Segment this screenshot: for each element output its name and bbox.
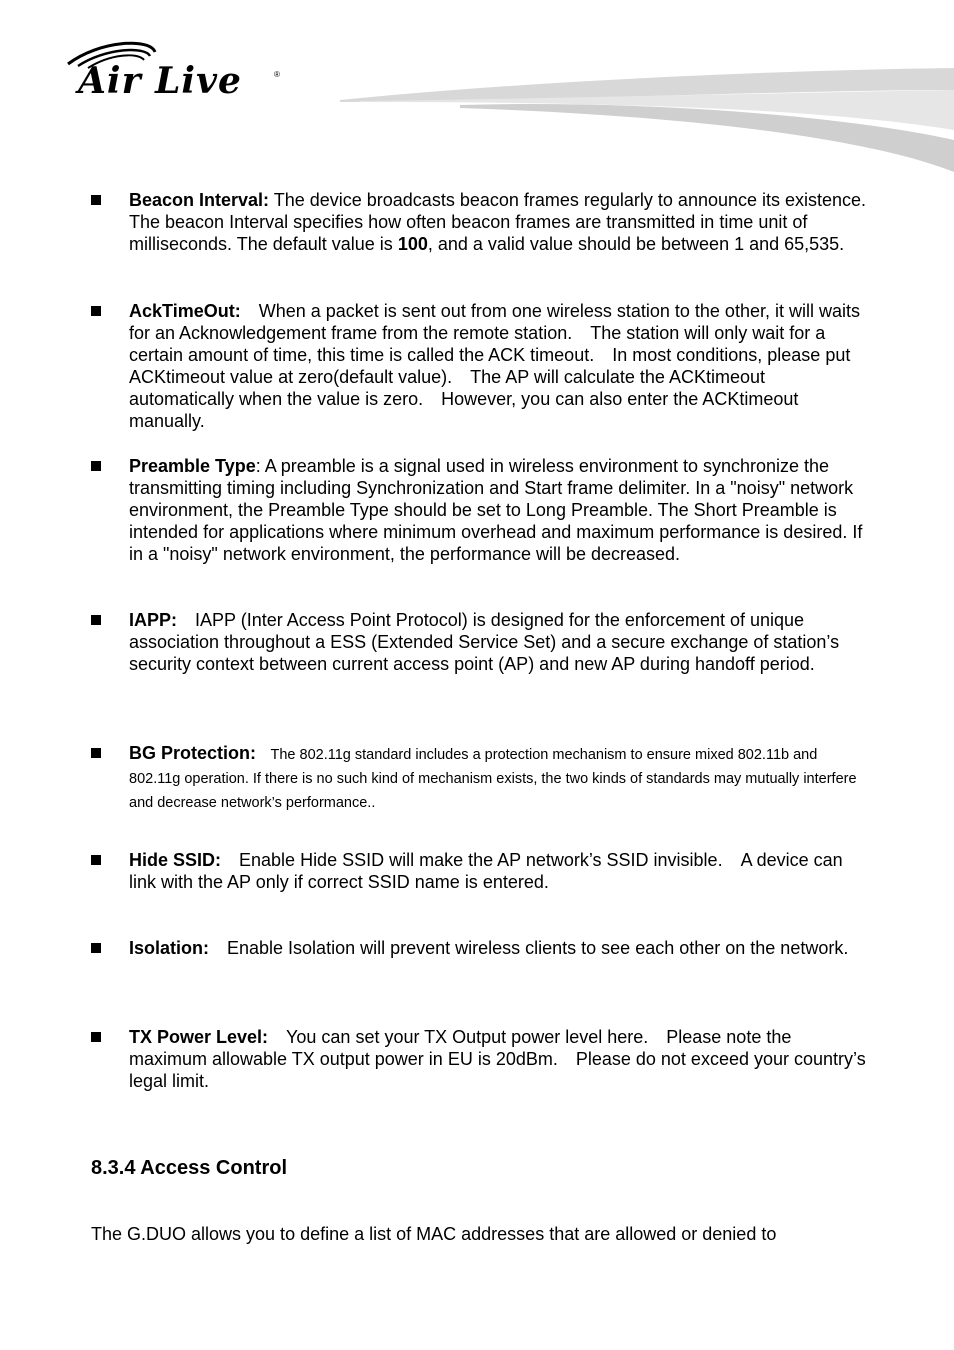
item-text: The 802.11g standard includes a protection mechanism to ensure mixed 802.11b and 802.11g operation. If there is no such kind of mechanism exists, the two kinds of standards may mutually interfere and decrease network’s performance.. (129, 747, 857, 811)
list-item-hide-ssid (91, 849, 871, 893)
header-swoosh (340, 60, 954, 180)
body-paragraph: The G.DUO allows you to define a list of MAC addresses that are allowed or denied to (91, 1224, 777, 1244)
bullet-square-icon (91, 855, 101, 865)
item-text: When a packet is sent out from one wireless station to the other, it will waits for an Acknowledgement frame from the remote station. The station will only wait for a certain amount of time, this time is called the ACK timeout. In most conditions, please put ACKtimeout value at zero(default value). The AP will calculate the ACKtimeout automatically when the value is zero. However, you can also enter the ACKtimeout manually. (129, 301, 860, 431)
bullet-square-icon (91, 615, 101, 625)
list-item-preamble-type (91, 455, 871, 565)
item-title: IAPP: (129, 610, 178, 630)
item-title: Isolation: (129, 938, 209, 958)
page-header (0, 0, 954, 180)
list-item-isolation (91, 937, 871, 959)
list-item-iapp (91, 609, 871, 675)
item-text: : A preamble is a signal used in wireless environment to synchronize the transmitting timing including Synchronization and Start frame delimiter. In a "noisy" network environment, the Preamble Type should be set to Long Preamble. The Short Preamble is intended for applications where minimum overhead and maximum performance is desired. If in a "noisy" network environment, the performance will be decreased. (129, 456, 863, 564)
bullet-square-icon (91, 943, 101, 953)
section-heading: 8.3.4 Access Control (91, 1157, 288, 1179)
item-text: Enable Isolation will prevent wireless clients to see each other on the network. (209, 938, 849, 958)
item-text: The device broadcasts beacon frames regularly to announce its existence. The beacon Interval specifies how often beacon frames are transmitted in time unit of milliseconds. The default value is (129, 190, 867, 254)
item-title: BG Protection: (129, 743, 257, 763)
item-text: Enable Hide SSID will make the AP network’s SSID invisible. A device can link with the AP only if correct SSID name is entered. (129, 850, 843, 892)
registered-mark: ® (274, 70, 280, 79)
airlive-logo: Air Live (78, 60, 242, 102)
item-title: TX Power Level: (129, 1027, 269, 1047)
default-value: 100 (397, 234, 428, 254)
list-item-tx-power-level (91, 1026, 871, 1092)
item-text: IAPP (Inter Access Point Protocol) is designed for the enforcement of unique association throughout a ESS (Extended Service Set) and a secure exchange of station’s security context between current access point (AP) and new AP during handoff period. (129, 610, 840, 674)
list-item-acktimeout (91, 300, 871, 432)
bullet-square-icon (91, 306, 101, 316)
item-text: You can set your TX Output power level here. Please note the maximum allowable TX output power in EU is 20dBm. Please do not exceed your country’s legal limit. (129, 1027, 866, 1091)
item-title: Preamble Type (129, 456, 256, 476)
list-item-bg-protection (91, 742, 871, 814)
bullet-square-icon (91, 461, 101, 471)
bullet-square-icon (91, 748, 101, 758)
bullet-square-icon (91, 1032, 101, 1042)
list-item-beacon-interval (91, 189, 871, 255)
item-title: Beacon Interval: (129, 190, 270, 210)
item-title: AckTimeOut: (129, 301, 241, 321)
bullet-square-icon (91, 195, 101, 205)
item-title: Hide SSID: (129, 850, 222, 870)
item-text: , and a valid value should be between 1 and 65,535. (427, 234, 845, 254)
